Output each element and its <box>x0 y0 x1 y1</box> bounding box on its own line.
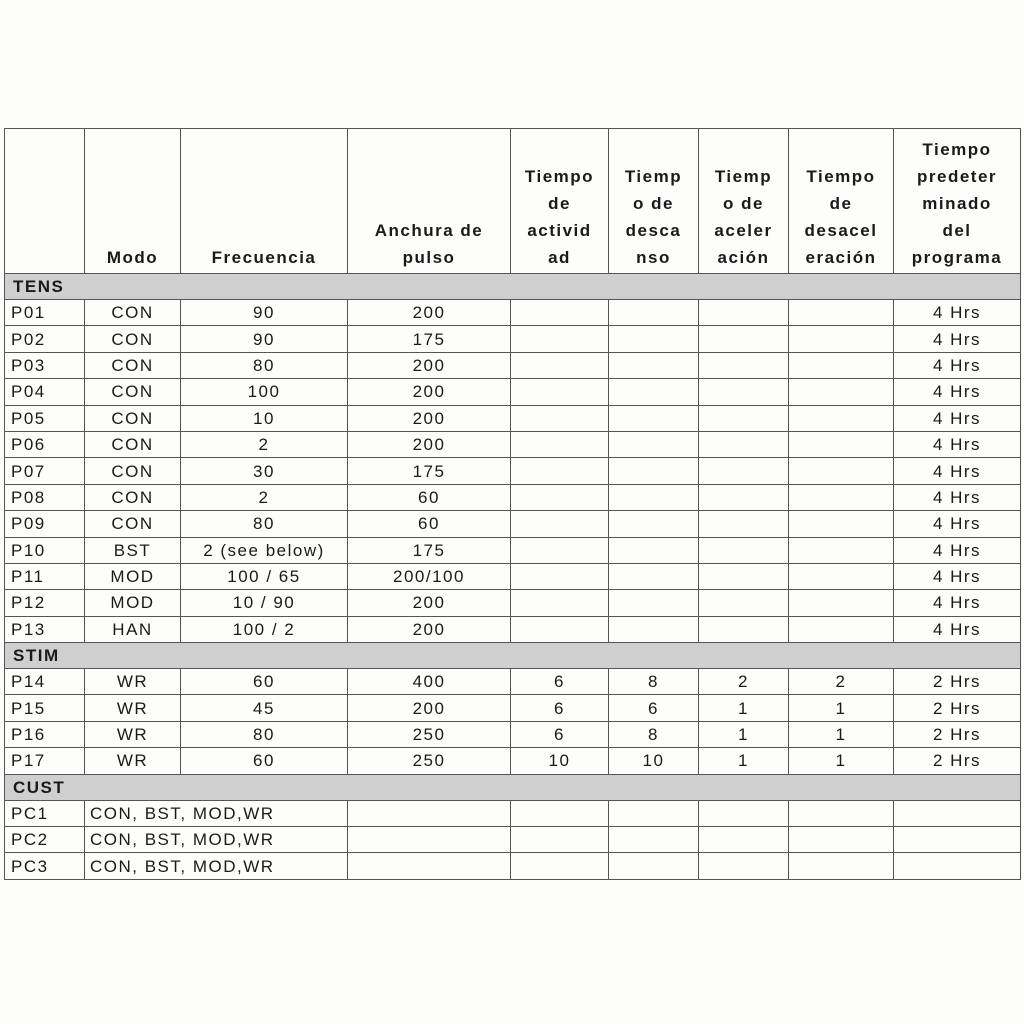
table-row <box>5 326 1021 352</box>
modo-cell: CON <box>85 379 181 405</box>
modo-cell: CON <box>85 326 181 352</box>
desaceleracion-cell: 1 <box>789 721 894 747</box>
descanso-cell <box>609 590 699 616</box>
actividad-cell <box>511 326 609 352</box>
descanso-cell <box>609 511 699 537</box>
frecuencia-cell: 30 <box>181 458 348 484</box>
actividad-cell: 6 <box>511 669 609 695</box>
header-line: Tiempo <box>922 140 992 159</box>
header-line: Modo <box>106 248 159 267</box>
modo-cell: WR <box>85 721 181 747</box>
tiempo-aceleracion-header <box>699 129 789 274</box>
custom-modes-cell: CON, BST, MOD,WR <box>85 800 348 826</box>
frecuencia-cell: 80 <box>181 352 348 378</box>
frecuencia-cell: 100 <box>181 379 348 405</box>
programa-cell: 4 Hrs <box>894 537 1021 563</box>
pulso-cell: 200 <box>348 405 511 431</box>
header-line: eración <box>805 248 877 267</box>
frecuencia-cell: 90 <box>181 326 348 352</box>
aceleracion-cell <box>699 537 789 563</box>
table-row <box>5 695 1021 721</box>
programa-cell: 4 Hrs <box>894 590 1021 616</box>
empty-cell <box>609 853 699 879</box>
desaceleracion-cell <box>789 590 894 616</box>
programa-cell: 2 Hrs <box>894 748 1021 774</box>
header-line: minado <box>922 194 992 213</box>
desaceleracion-cell <box>789 405 894 431</box>
header-line: activid <box>527 221 592 240</box>
pulso-cell: 250 <box>348 748 511 774</box>
frecuencia-cell: 2 <box>181 484 348 510</box>
aceleracion-cell <box>699 484 789 510</box>
aceleracion-cell <box>699 300 789 326</box>
empty-cell <box>789 827 894 853</box>
actividad-cell <box>511 300 609 326</box>
pulso-cell: 175 <box>348 458 511 484</box>
table-row <box>5 484 1021 510</box>
actividad-cell <box>511 616 609 642</box>
frecuencia-cell: 80 <box>181 511 348 537</box>
descanso-cell <box>609 484 699 510</box>
modo-cell: CON <box>85 484 181 510</box>
program-id-cell: PC3 <box>5 853 85 879</box>
programa-cell: 2 Hrs <box>894 721 1021 747</box>
program-id-cell: P12 <box>5 590 85 616</box>
pulso-cell: 200 <box>348 379 511 405</box>
modo-header <box>85 129 181 274</box>
aceleracion-cell <box>699 326 789 352</box>
programa-cell: 4 Hrs <box>894 563 1021 589</box>
program-id-cell: P03 <box>5 352 85 378</box>
tiempo-actividad-header <box>511 129 609 274</box>
desaceleracion-cell <box>789 326 894 352</box>
descanso-cell <box>609 458 699 484</box>
header-line: o de <box>633 194 674 213</box>
actividad-cell <box>511 405 609 431</box>
pulso-cell: 200 <box>348 695 511 721</box>
frecuencia-cell: 60 <box>181 748 348 774</box>
frecuencia-cell: 80 <box>181 721 348 747</box>
program-id-cell: PC2 <box>5 827 85 853</box>
descanso-cell: 8 <box>609 669 699 695</box>
table-row <box>5 300 1021 326</box>
frecuencia-header <box>181 129 348 274</box>
header-line: Tiemp <box>714 167 773 186</box>
aceleracion-cell <box>699 458 789 484</box>
modo-cell: MOD <box>85 590 181 616</box>
empty-cell <box>789 853 894 879</box>
empty-cell <box>348 827 511 853</box>
descanso-cell <box>609 537 699 563</box>
empty-cell <box>789 800 894 826</box>
actividad-cell <box>511 431 609 457</box>
header-line: del <box>942 221 972 240</box>
desaceleracion-cell <box>789 537 894 563</box>
table-row <box>5 431 1021 457</box>
descanso-cell: 8 <box>609 721 699 747</box>
frecuencia-cell: 90 <box>181 300 348 326</box>
header-line: de <box>548 194 571 213</box>
desaceleracion-cell <box>789 379 894 405</box>
tiempo-desaceleracion-header <box>789 129 894 274</box>
program-table <box>4 128 1021 880</box>
aceleracion-cell <box>699 563 789 589</box>
programa-cell: 4 Hrs <box>894 484 1021 510</box>
table-row <box>5 827 1021 853</box>
aceleracion-cell: 1 <box>699 695 789 721</box>
table-row <box>5 853 1021 879</box>
table-row <box>5 537 1021 563</box>
header-line: desacel <box>804 221 878 240</box>
table-row <box>5 352 1021 378</box>
tiempo-descanso-header <box>609 129 699 274</box>
programa-cell: 4 Hrs <box>894 511 1021 537</box>
empty-cell <box>511 853 609 879</box>
program-id-cell: P08 <box>5 484 85 510</box>
table-row <box>5 563 1021 589</box>
header-line: Tiemp <box>624 167 683 186</box>
desaceleracion-cell: 1 <box>789 748 894 774</box>
aceleracion-cell <box>699 431 789 457</box>
modo-cell: WR <box>85 695 181 721</box>
empty-cell <box>894 800 1021 826</box>
id-header <box>5 129 85 274</box>
section-row-cust <box>5 774 1021 800</box>
program-id-cell: P17 <box>5 748 85 774</box>
empty-cell <box>609 827 699 853</box>
actividad-cell <box>511 511 609 537</box>
frecuencia-cell: 10 / 90 <box>181 590 348 616</box>
programa-cell: 2 Hrs <box>894 669 1021 695</box>
frecuencia-cell: 2 <box>181 431 348 457</box>
aceleracion-cell <box>699 352 789 378</box>
programa-cell: 4 Hrs <box>894 405 1021 431</box>
program-id-cell: P09 <box>5 511 85 537</box>
programa-cell: 4 Hrs <box>894 352 1021 378</box>
header-line: ad <box>548 248 571 267</box>
empty-cell <box>699 800 789 826</box>
desaceleracion-cell <box>789 352 894 378</box>
pulso-cell: 200 <box>348 431 511 457</box>
actividad-cell <box>511 537 609 563</box>
modo-cell: CON <box>85 431 181 457</box>
header-row <box>5 129 1021 274</box>
header-line: predeter <box>916 167 998 186</box>
modo-cell: WR <box>85 669 181 695</box>
desaceleracion-cell <box>789 484 894 510</box>
descanso-cell <box>609 405 699 431</box>
desaceleracion-cell <box>789 616 894 642</box>
tiempo-programa-header <box>894 129 1021 274</box>
table-header <box>5 129 1021 274</box>
actividad-cell: 10 <box>511 748 609 774</box>
header-line: desca <box>625 221 682 240</box>
program-id-cell: P07 <box>5 458 85 484</box>
programa-cell: 4 Hrs <box>894 616 1021 642</box>
pulso-cell: 60 <box>348 484 511 510</box>
frecuencia-cell: 2 (see below) <box>181 537 348 563</box>
programa-cell: 4 Hrs <box>894 300 1021 326</box>
actividad-cell <box>511 484 609 510</box>
empty-cell <box>511 800 609 826</box>
table-row <box>5 616 1021 642</box>
actividad-cell <box>511 563 609 589</box>
program-id-cell: PC1 <box>5 800 85 826</box>
custom-modes-cell: CON, BST, MOD,WR <box>85 853 348 879</box>
pulso-cell: 200 <box>348 616 511 642</box>
descanso-cell <box>609 379 699 405</box>
custom-modes-cell: CON, BST, MOD,WR <box>85 827 348 853</box>
empty-cell <box>699 827 789 853</box>
header-line: Tiempo <box>524 167 595 186</box>
actividad-cell <box>511 590 609 616</box>
program-id-cell: P05 <box>5 405 85 431</box>
frecuencia-cell: 10 <box>181 405 348 431</box>
desaceleracion-cell: 2 <box>789 669 894 695</box>
pulso-cell: 60 <box>348 511 511 537</box>
desaceleracion-cell <box>789 458 894 484</box>
program-id-cell: P10 <box>5 537 85 563</box>
actividad-cell: 6 <box>511 721 609 747</box>
aceleracion-cell <box>699 405 789 431</box>
table-row <box>5 669 1021 695</box>
desaceleracion-cell: 1 <box>789 695 894 721</box>
descanso-cell: 6 <box>609 695 699 721</box>
programa-cell: 4 Hrs <box>894 326 1021 352</box>
descanso-cell: 10 <box>609 748 699 774</box>
pulso-cell: 200 <box>348 300 511 326</box>
descanso-cell <box>609 352 699 378</box>
header-line: Anchura de <box>374 221 484 240</box>
desaceleracion-cell <box>789 511 894 537</box>
empty-cell <box>894 853 1021 879</box>
actividad-cell: 6 <box>511 695 609 721</box>
pulso-cell: 175 <box>348 326 511 352</box>
descanso-cell <box>609 563 699 589</box>
header-line: ación <box>717 248 770 267</box>
programa-cell: 4 Hrs <box>894 458 1021 484</box>
program-id-cell: P14 <box>5 669 85 695</box>
program-id-cell: P04 <box>5 379 85 405</box>
modo-cell: CON <box>85 458 181 484</box>
aceleracion-cell <box>699 590 789 616</box>
modo-cell: CON <box>85 300 181 326</box>
aceleracion-cell: 1 <box>699 721 789 747</box>
empty-cell <box>609 800 699 826</box>
program-id-cell: P01 <box>5 300 85 326</box>
header-line: o de <box>723 194 764 213</box>
empty-cell <box>511 827 609 853</box>
pulso-cell: 175 <box>348 537 511 563</box>
pulso-cell: 200/100 <box>348 563 511 589</box>
modo-cell: CON <box>85 352 181 378</box>
pulso-cell: 250 <box>348 721 511 747</box>
table-row <box>5 590 1021 616</box>
aceleracion-cell: 2 <box>699 669 789 695</box>
desaceleracion-cell <box>789 431 894 457</box>
program-id-cell: P15 <box>5 695 85 721</box>
frecuencia-cell: 60 <box>181 669 348 695</box>
section-label: STIM <box>5 643 1021 669</box>
desaceleracion-cell <box>789 563 894 589</box>
program-id-cell: P13 <box>5 616 85 642</box>
frecuencia-cell: 100 / 2 <box>181 616 348 642</box>
descanso-cell <box>609 300 699 326</box>
descanso-cell <box>609 431 699 457</box>
descanso-cell <box>609 616 699 642</box>
header-line: Frecuencia <box>211 248 317 267</box>
anchura-pulso-header <box>348 129 511 274</box>
modo-cell: WR <box>85 748 181 774</box>
modo-cell: CON <box>85 405 181 431</box>
section-row-tens <box>5 274 1021 300</box>
pulso-cell: 400 <box>348 669 511 695</box>
descanso-cell <box>609 326 699 352</box>
header-line: nso <box>636 248 671 267</box>
section-row-stim <box>5 643 1021 669</box>
frecuencia-cell: 45 <box>181 695 348 721</box>
actividad-cell <box>511 352 609 378</box>
header-line: Tiempo <box>806 167 876 186</box>
table-row <box>5 379 1021 405</box>
program-table-container <box>4 128 1020 880</box>
table-row <box>5 511 1021 537</box>
modo-cell: MOD <box>85 563 181 589</box>
pulso-cell: 200 <box>348 590 511 616</box>
header-line: de <box>829 194 853 213</box>
programa-cell: 2 Hrs <box>894 695 1021 721</box>
table-row <box>5 800 1021 826</box>
modo-cell: HAN <box>85 616 181 642</box>
program-id-cell: P11 <box>5 563 85 589</box>
program-id-cell: P02 <box>5 326 85 352</box>
aceleracion-cell <box>699 511 789 537</box>
header-line: aceler <box>714 221 773 240</box>
empty-cell <box>348 853 511 879</box>
section-label: CUST <box>5 774 1021 800</box>
actividad-cell <box>511 379 609 405</box>
header-line: programa <box>911 248 1003 267</box>
table-row <box>5 748 1021 774</box>
empty-cell <box>894 827 1021 853</box>
aceleracion-cell: 1 <box>699 748 789 774</box>
empty-cell <box>348 800 511 826</box>
header-line: pulso <box>402 248 456 267</box>
section-label: TENS <box>5 274 1021 300</box>
frecuencia-cell: 100 / 65 <box>181 563 348 589</box>
desaceleracion-cell <box>789 300 894 326</box>
empty-cell <box>699 853 789 879</box>
table-body <box>5 274 1021 880</box>
modo-cell: BST <box>85 537 181 563</box>
table-row <box>5 458 1021 484</box>
aceleracion-cell <box>699 616 789 642</box>
table-row <box>5 721 1021 747</box>
program-id-cell: P16 <box>5 721 85 747</box>
aceleracion-cell <box>699 379 789 405</box>
modo-cell: CON <box>85 511 181 537</box>
program-id-cell: P06 <box>5 431 85 457</box>
pulso-cell: 200 <box>348 352 511 378</box>
actividad-cell <box>511 458 609 484</box>
table-row <box>5 405 1021 431</box>
programa-cell: 4 Hrs <box>894 379 1021 405</box>
programa-cell: 4 Hrs <box>894 431 1021 457</box>
